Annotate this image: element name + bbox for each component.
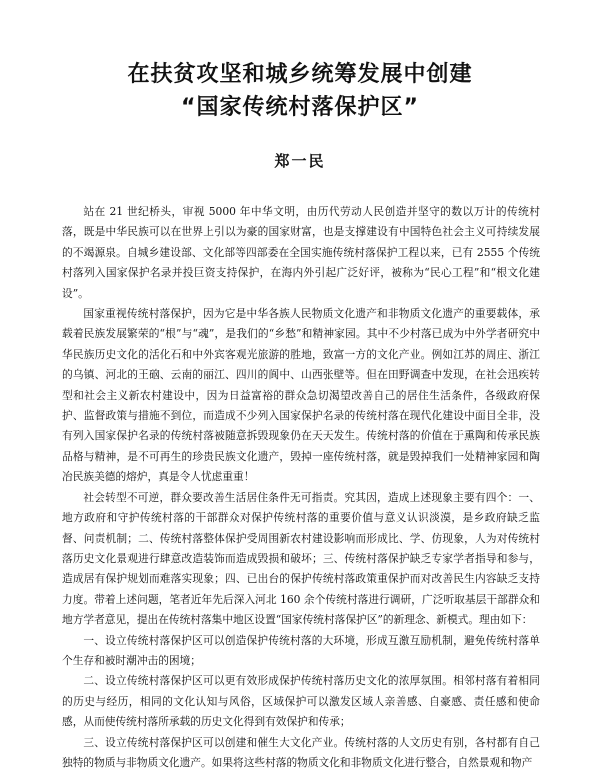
article-title-line-2: “国家传统村落保护区” — [181, 95, 419, 120]
paragraph: 一、设立传统村落保护区可以创造保护传统村落的大环境，形成互激互励机制，避免传统村落单个生存和被时潮冲击的困境； — [62, 633, 540, 667]
article-author: 郑一民 — [274, 152, 326, 170]
paragraph: 社会转型不可逆，群众要改善生活居住条件无可指责。究其因，造成上述现象主要有四个：一、地方政府和守护传统村落的干部群众对保护传统村落的重要价值与意义认识淡漠，是乡政府缺乏监督、问责机制；二、传统村落整体保护受周围新农村建设影响而形成比、学、仿现象，人为对传统村落历史文化景观进行肆意改造装饰而造成毁损和破坏；三、传统村落保护缺乏专家学者指导和参与，造成居有保护规划而难落实现象；四、已出台的保护传统村落政策重保护而对改善民生内容缺乏支持力度。带着上述问题，笔者近年先后深入河北 160 余个传统村落进行调研，广泛听取基层干部群众和地方学者意见，提出在传统村落集中地区设置“国家传统村落保护区”的新理念、新模式。理由如下： — [62, 490, 540, 627]
paragraph: 站在 21 世纪桥头，审视 5000 年中华文明，由历代劳动人民创造并坚守的数以万计的传统村落，既是中华民族可以在世界上引以为豪的国家财富，也是支撑建设有中国特色社会主义可持续发展的不竭源泉。自城乡建设部、文化部等四部委在全国实施传统村落保护工程以来，已有 2555 个传统村落列入国家保护名录并投巨资支持保护，在海内外引起广泛好评，被称为“民心工程”和“根文化建设”。 — [62, 205, 540, 300]
article-title-line-1: 在扶贫攻坚和城乡统筹发展中创建 — [127, 62, 473, 87]
paragraph: 三、设立传统村落保护区可以创建和催生大文化产业。传统村落的人文历史有别，各村都有自己独特的物质与非物质文化遗产。如果将这些村落的物质文化和非物质文化进行整合，自然景观和物产 — [62, 735, 540, 769]
paragraph: 国家重视传统村落保护，因为它是中华各族人民物质文化遗产和非物质文化遗产的重要载体，承载着民族发展繁荣的“根”与“魂”，是我们的“乡愁”和精神家园。其中不少村落已成为中外学者研究中华民族历史文化的活化石和中外宾客观光旅游的胜地，致富一方的文化产业。例如江苏的周庄、浙江的乌镇、河北的王硇、云南的丽江、四川的阆中、山西张壁等。但在田野调查中发现，在社会迅疾转型和社会主义新农村建设中，因为日益富裕的群众急切渴望改善自己的居住生活条件，各级政府保护、监督政策与措施不到位，而造成不少列入国家保护名录的传统村落在现代化建设中面目全非，没有列入国家保护名录的传统村落被随意拆毁现象仍在天天发生。传统村落的价值在于熏陶和传承民族品格与精神，是不可再生的珍贵民族文化遗产，毁掉一座传统村落，就是毁掉我们一处精神家园和陶冶民族美德的熔炉，真是令人忧虑重重！ — [62, 307, 540, 484]
paragraph: 二、设立传统村落保护区可以更有效形成保护传统村落历史文化的浓厚氛围。相邻村落有着相同的历史与经历，相同的文化认知与风俗，区域保护可以激发区域人亲善感、自豪感、责任感和使命感，从而使传统村落所承载的历史文化得到有效保护和传承； — [62, 674, 540, 729]
article-body — [62, 202, 540, 773]
